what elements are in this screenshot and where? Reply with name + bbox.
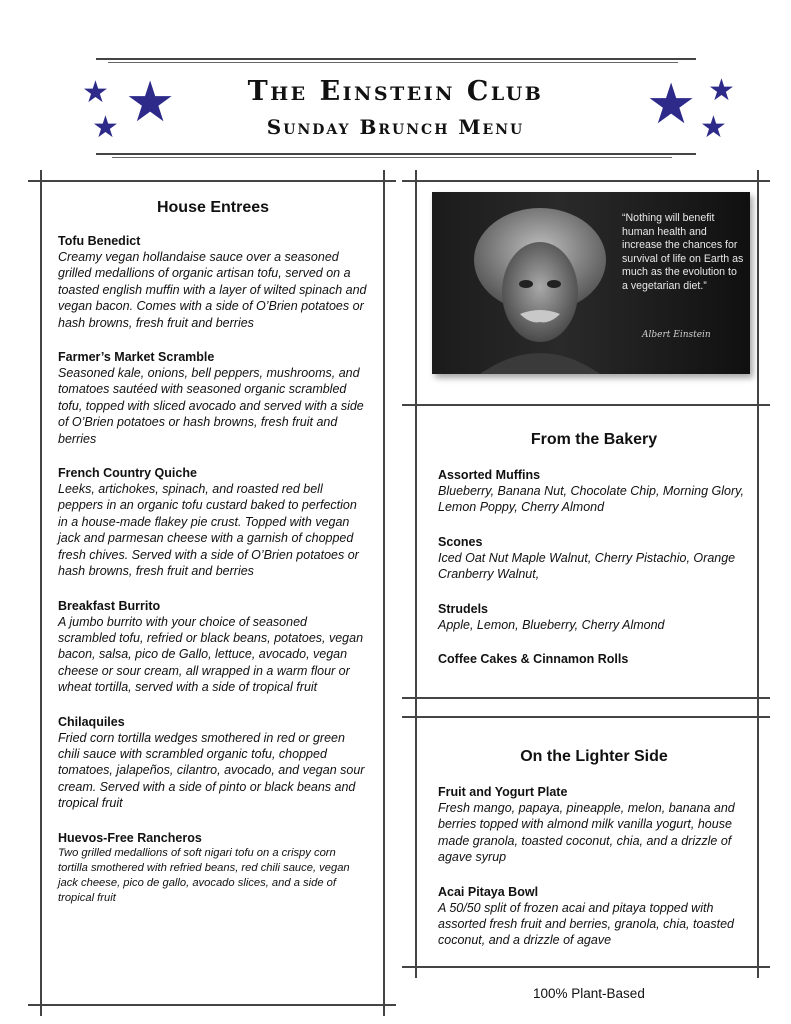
star-icon: ★ [700,111,727,144]
item-name: Strudels [438,601,489,616]
left-box-bottom [28,1004,396,1006]
item-name: Scones [438,534,483,549]
photo-box-top [402,180,770,182]
lighter-section [438,748,750,949]
item-name: Huevos-Free Rancheros [58,830,202,845]
section-heading: On the Lighter Side [520,748,668,765]
item-name: Acai Pitaya Bowl [438,884,539,899]
bakery-section [438,431,750,667]
menu-item [438,534,750,583]
item-description: Fried corn tortilla wedges smothered in red or green chili sauce with scrambled organic tofu, chopped tomatoes, jalapeños, cilantro, avocado, and vegan sour cream. Served with a side of pinto or black beans and tropical fruit [58,730,365,811]
header-top-rule [96,58,696,60]
lighter-box-left [415,706,417,978]
house-entrees-section [58,199,368,906]
item-name: Farmer’s Market Scramble [58,350,215,365]
section-heading: House Entrees [156,199,270,216]
menu-item [438,651,750,667]
item-name: Tofu Benedict [58,234,141,248]
menu-item [438,784,750,866]
star-icon: ★ [708,74,735,107]
menu-item [438,467,750,516]
item-description: A 50/50 split of frozen acai and pitaya topped with assorted fresh fruit and berries, granola, chia, toasted coconut, and a drizzle of agave [438,900,734,948]
item-description: Blueberry, Banana Nut, Chocolate Chip, Morning Glory, Lemon Poppy, Cherry Almond [438,484,744,515]
signature: Albert Einstein [642,330,711,340]
star-icon: ★ [92,111,119,144]
quote-text: “Nothing will benefit human health and increase the chances for survival of life on Earth as much as the evolution to a vegetarian diet.” [622,212,744,292]
footer-note: 100% Plant-Based [533,986,645,1001]
item-name: Assorted Muffins [438,468,541,482]
menu-item [58,830,368,906]
menu-item [58,349,368,447]
header-top-rule-2 [108,62,678,63]
item-name: Fruit and Yogurt Plate [438,785,568,799]
item-description: Creamy vegan hollandaise sauce over a seasoned grilled medallions of organic artisan tofu, served on a toasted english muffin with a layer of wilted spinach and vegan bacon. Comes with a side of O’Brien potatoes or hash browns, fresh fruit and berries [58,250,367,330]
menu-item [58,233,368,331]
item-name: Chilaquiles [58,714,125,729]
item-name: Coffee Cakes & Cinnamon Rolls [438,652,629,667]
left-box-top [28,180,396,182]
left-box-right [383,170,385,1016]
header-bottom-rule-2 [112,157,672,158]
header-bottom-rule [96,153,696,155]
item-description: A jumbo burrito with your choice of seasoned scrambled tofu, refried or black beans, potatoes, vegan bacon, salsa, pico de Gallo, lettuce, avocado, vegan cheese or sour cream, all wrapped in a warm flour or wheat tortilla, served with a side of tropical fruit [58,614,364,695]
star-icon: ★ [125,70,176,133]
left-box-left [40,170,42,1016]
bakery-box-bottom [402,697,770,699]
star-icon: ★ [82,76,109,109]
item-name: French Country Quiche [58,466,197,481]
page-title: The Einstein Club [247,76,544,107]
lighter-box-bottom [402,966,770,968]
item-description: Two grilled medallions of soft nigari tofu on a crispy corn tortilla smothered with refried beans, red chili sauce, vegan jack cheese, pico de gallo, avocado slices, and a side of tropical fruit [58,846,350,904]
right-box-left-upper [415,170,417,715]
item-description: Seasoned kale, onions, bell peppers, mushrooms, and tomatoes sautéed with seasoned organic scrambled tofu, topped with sliced avocado and served with a side of O’Brien potatoes or hash browns, fresh fruit and berries [58,366,364,446]
menu-item [438,884,750,949]
lighter-box-top [402,716,770,718]
menu-item [438,601,750,633]
item-description: Fresh mango, papaya, pineapple, melon, banana and berries topped with almond milk vanilla yogurt, house made granola, toasted coconut, chia, and a drizzle of agave syrup [438,801,735,865]
menu-item [58,598,368,696]
item-description: Apple, Lemon, Blueberry, Cherry Almond [438,617,665,632]
section-heading: From the Bakery [530,431,658,448]
einstein-photo-card [432,192,750,374]
item-description: Iced Oat Nut Maple Walnut, Cherry Pistachio, Orange Cranberry Walnut, [438,550,736,582]
lighter-box-right [757,706,759,978]
portrait-image [470,202,608,374]
menu-item [58,714,368,812]
bakery-box-top [402,404,770,406]
menu-item [58,465,368,579]
item-description: Leeks, artichokes, spinach, and roasted red bell peppers in an organic tofu custard baked to perfection in a house-made flakey pie crust. Topped with vegan jack and parmesan cheese with a garnish of chopped fresh chives. Served with a side of O’Brien potatoes or hash browns, fresh fruit and berries [58,482,359,579]
page-subtitle: Sunday Brunch Menu [266,115,525,139]
star-icon: ★ [646,72,697,135]
right-box-right-upper [757,170,759,715]
item-name: Breakfast Burrito [58,598,161,613]
